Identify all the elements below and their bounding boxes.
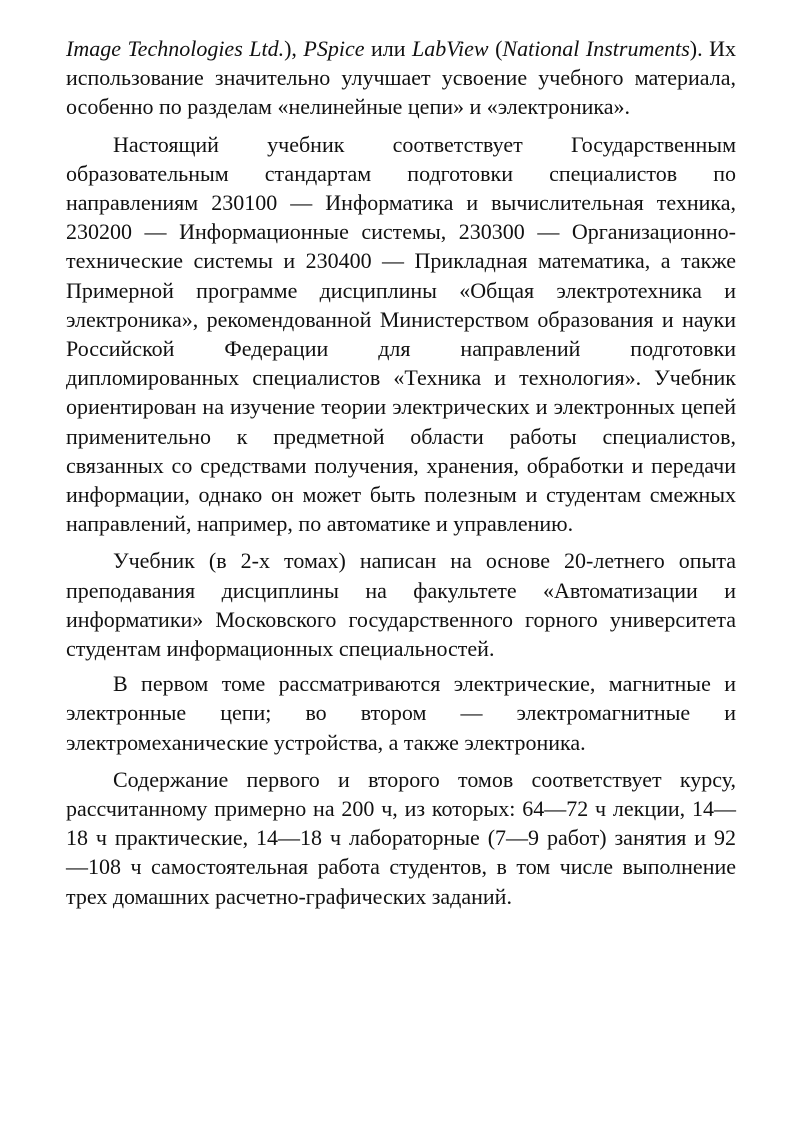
paragraph-standards: Настоящий учебник соответствует Государственным образовательным стандартам подготовки специалистов по направлениям 230100 — Информатика и вычислительная техника, 230200 — Информационные системы, 230300 — Организационно-технические системы и 230400 — Прикладная математика, а также Примерной программе дисциплины «Общая электротехника и электроника», рекомендованной Министерством образования и науки Российской Федерации для направлений подготовки дипломированных специалистов «Техника и технология». Учебник ориентирован на изучение теории электрических и электронных цепей применительно к предметной области работы специалистов, связанных со средствами получения, хранения, обработки и передачи информации, однако он может быть полезным и студентам смежных направлений, например, по автоматике и управлению. <box>66 131 736 537</box>
text-italic-company: Image Technologies Ltd. <box>66 36 285 61</box>
text-paren-open: ( <box>488 36 503 61</box>
text-or: или <box>364 36 412 61</box>
paragraph-volumes: В первом томе рассматриваются электрические, магнитные и электронные цепи; во втором — электромагнитные и электромеханические устройства, а также электроника. <box>66 671 736 755</box>
text-italic-national-instruments: National Instruments <box>502 36 690 61</box>
text-italic-labview: LabView <box>412 36 489 61</box>
document-page <box>66 34 736 919</box>
text-punct-1: ), <box>284 36 304 61</box>
text-usage-sentence: ). Их использование значительно улучшает усвоение учебного материала, особенно по разделам «нелинейные цепи» и «электроника». <box>66 36 736 120</box>
text-italic-pspice: PSpice <box>303 36 365 61</box>
paragraph-experience: Учебник (в 2-х томах) написан на основе 20-летнего опыта преподавания дисциплины на факультете «Автоматизации и информатики» Московского государственного горного университета студентам информационных специальностей. <box>66 548 736 662</box>
paragraph-software-continuation <box>66 34 736 122</box>
paragraph-course-hours: Содержание первого и второго томов соответствует курсу, рассчитанному примерно на 200 ч, из которых: 64—72 ч лекции, 14—18 ч практические, 14—18 ч лабораторные (7—9 работ) занятия и 92 —108 ч самостоятельная работа студентов, в том числе выполнение трех домашних расчетно-графических заданий. <box>66 766 736 909</box>
